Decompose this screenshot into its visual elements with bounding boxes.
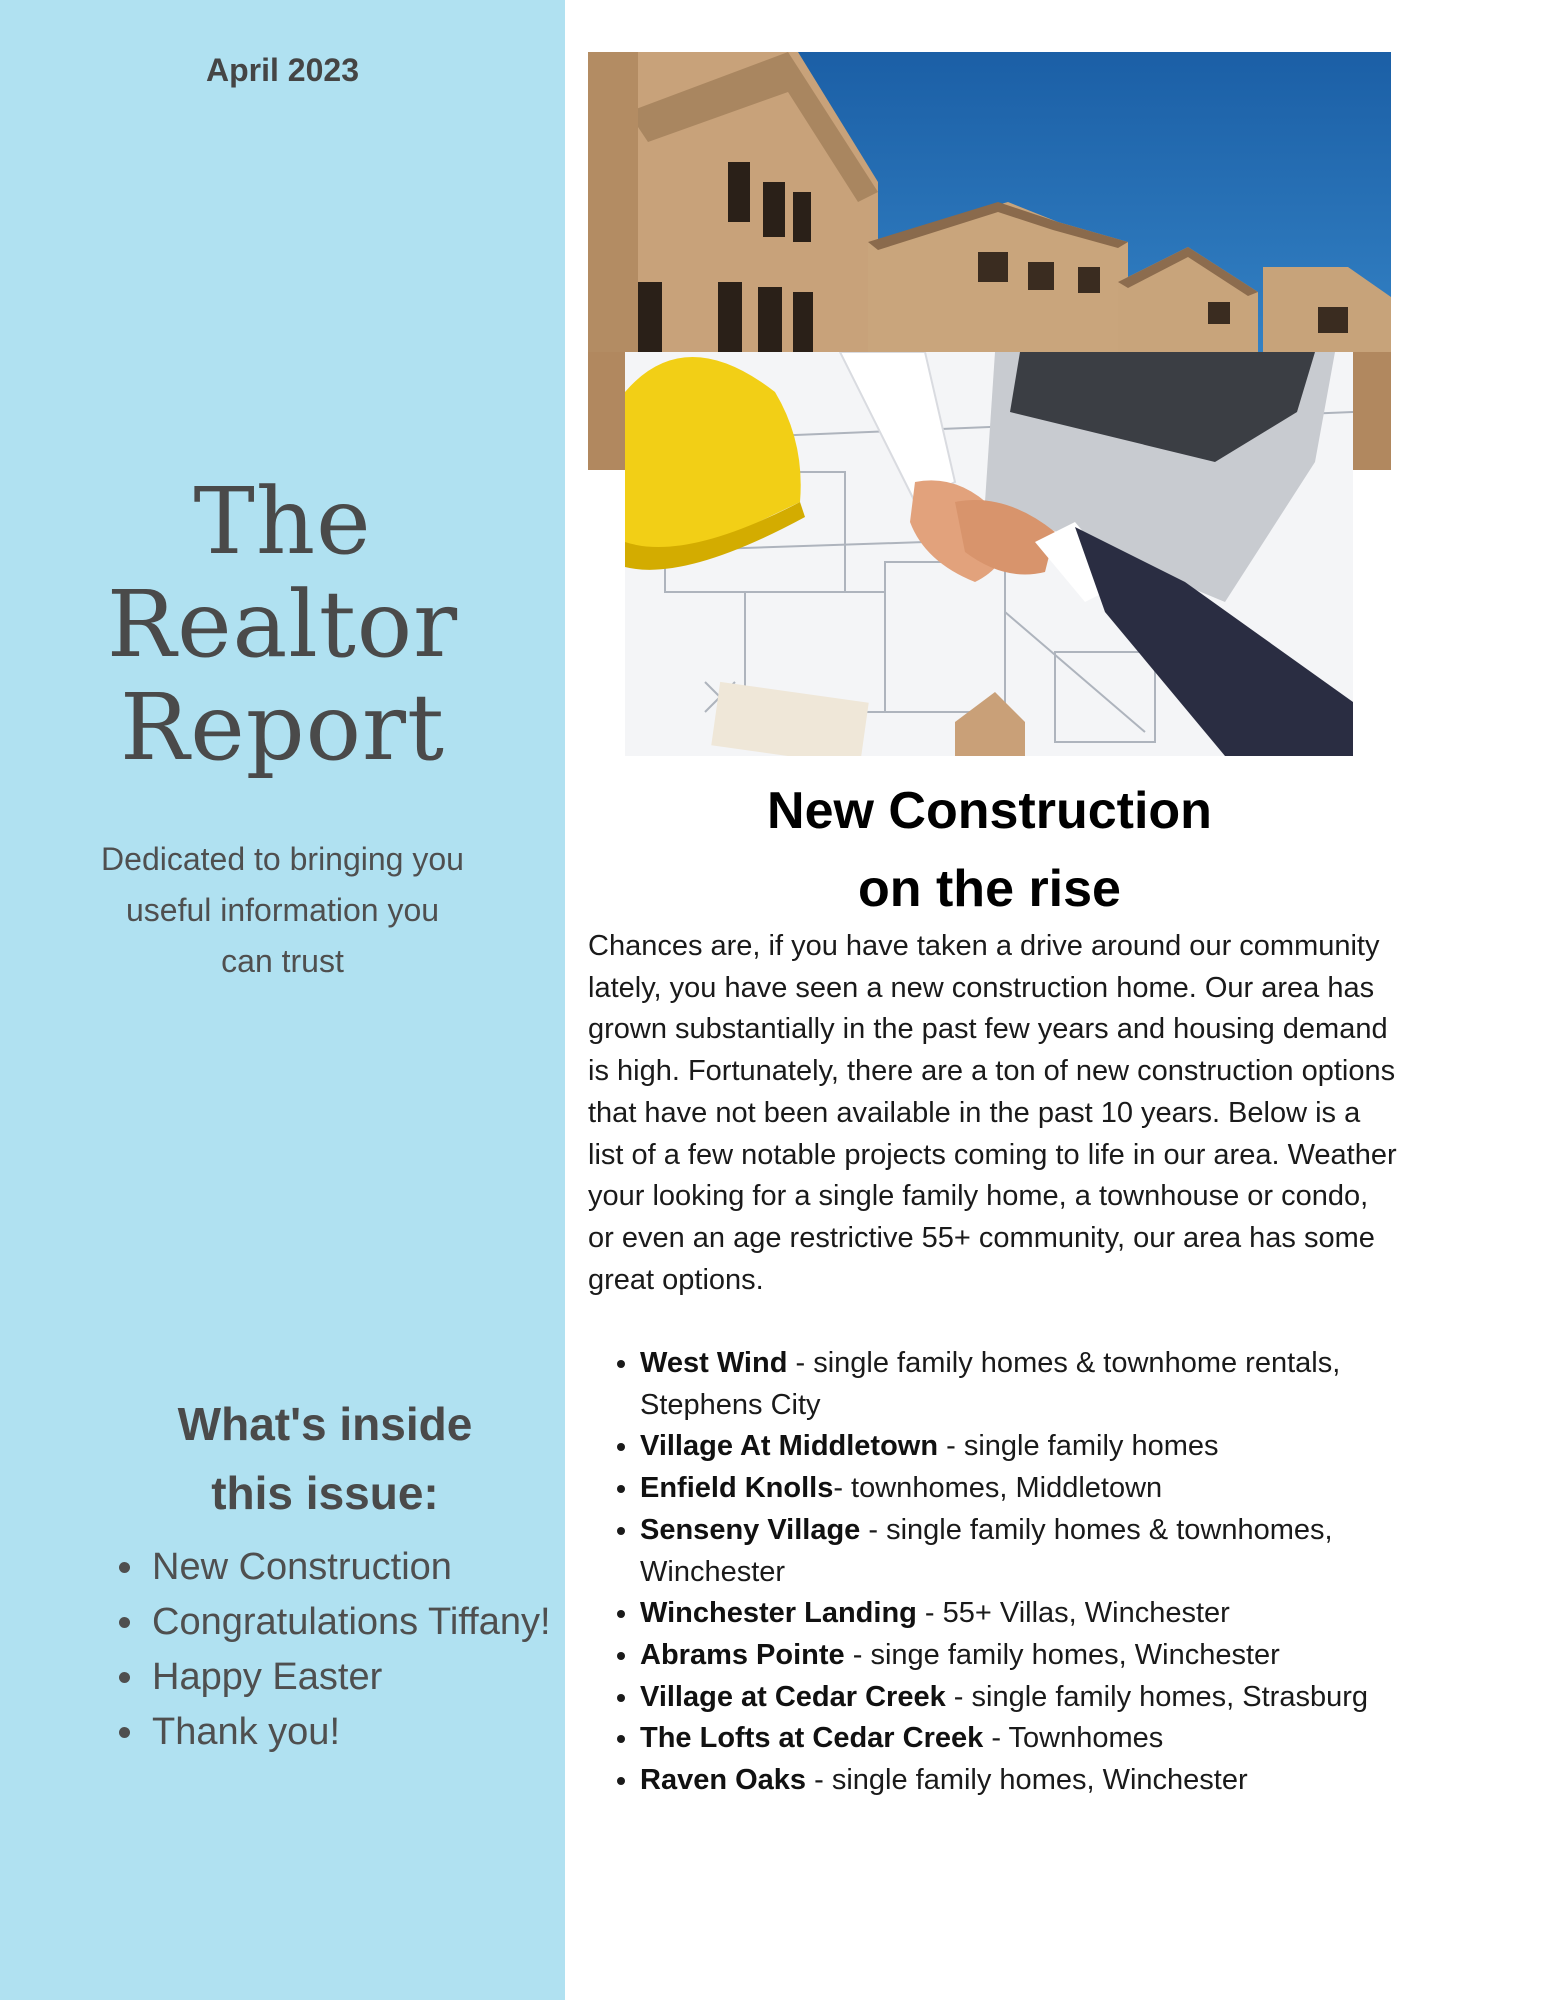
project-name: Raven Oaks — [640, 1764, 807, 1797]
newsletter-title-line: The — [193, 468, 372, 575]
project-item — [640, 1510, 1440, 1593]
project-name: West Wind — [640, 1347, 788, 1379]
project-item — [640, 1343, 1440, 1426]
toc-heading-line: this issue: — [211, 1467, 439, 1519]
project-detail: - single family homes & townhomes, Winchester — [640, 1513, 1333, 1588]
project-list — [600, 1343, 1440, 1802]
newsletter-title-line: Report — [120, 674, 445, 781]
sidebar — [0, 0, 565, 2000]
project-item — [640, 1635, 1440, 1677]
project-detail: - single family homes, Strasburg — [945, 1680, 1369, 1713]
toc-item: • Congratulations Tiffany! — [148, 1595, 568, 1650]
article-title-line: New Construction — [767, 782, 1212, 840]
project-name: Winchester Landing — [640, 1597, 917, 1630]
tagline: Dedicated to bringing you useful information you can trust — [101, 841, 464, 979]
project-item — [640, 1677, 1440, 1719]
project-item — [640, 1593, 1440, 1635]
project-name: Village At Middletown — [640, 1430, 939, 1463]
project-name: Senseny Village — [640, 1513, 861, 1546]
project-name: Abrams Pointe — [640, 1638, 845, 1671]
newsletter-title — [0, 470, 565, 779]
project-detail: - singe family homes, Winchester — [844, 1638, 1280, 1671]
toc-heading — [130, 1390, 520, 1528]
project-item — [640, 1718, 1440, 1760]
project-detail: - single family homes & townhome rentals, Stephens City — [640, 1347, 1341, 1421]
project-detail: - Townhomes — [983, 1722, 1164, 1755]
project-detail: - single family homes, Winchester — [806, 1764, 1248, 1797]
project-name: Village at Cedar Creek — [640, 1680, 946, 1713]
toc-heading-line: What's inside — [177, 1398, 473, 1450]
project-name: The Lofts at Cedar Creek — [640, 1722, 984, 1755]
project-detail: - single family homes — [938, 1430, 1219, 1463]
handshake-blueprint-photo — [625, 352, 1353, 756]
article-body: Chances are, if you have taken a drive around our community lately, you have seen a new construction home. Our area has grown substantially in the past few years and housing demand is high. Fortunately, there are a ton of new construction options that have not been available in the past 10 years. Below is a list of a few notable projects coming to life in our area. Weather your looking for a single family home, a townhouse or condo, or even an age restrictive 55+ community, our area has some great options. — [588, 930, 1397, 1296]
toc-item: • Happy Easter — [148, 1650, 568, 1705]
article-title — [588, 772, 1391, 928]
toc-list — [108, 1540, 568, 1760]
project-item — [640, 1426, 1440, 1468]
project-name: Enfield Knolls — [640, 1472, 834, 1505]
newsletter-title-line: Realtor — [106, 571, 459, 678]
toc-item: • New Construction — [148, 1540, 568, 1595]
project-item — [640, 1760, 1440, 1802]
toc-item: • Thank you! — [148, 1705, 568, 1760]
project-detail: - 55+ Villas, Winchester — [916, 1597, 1230, 1630]
issue-date: April 2023 — [206, 52, 359, 88]
project-detail: - townhomes, Middletown — [833, 1472, 1163, 1505]
article-title-line: on the rise — [858, 860, 1121, 918]
project-item — [640, 1468, 1440, 1510]
